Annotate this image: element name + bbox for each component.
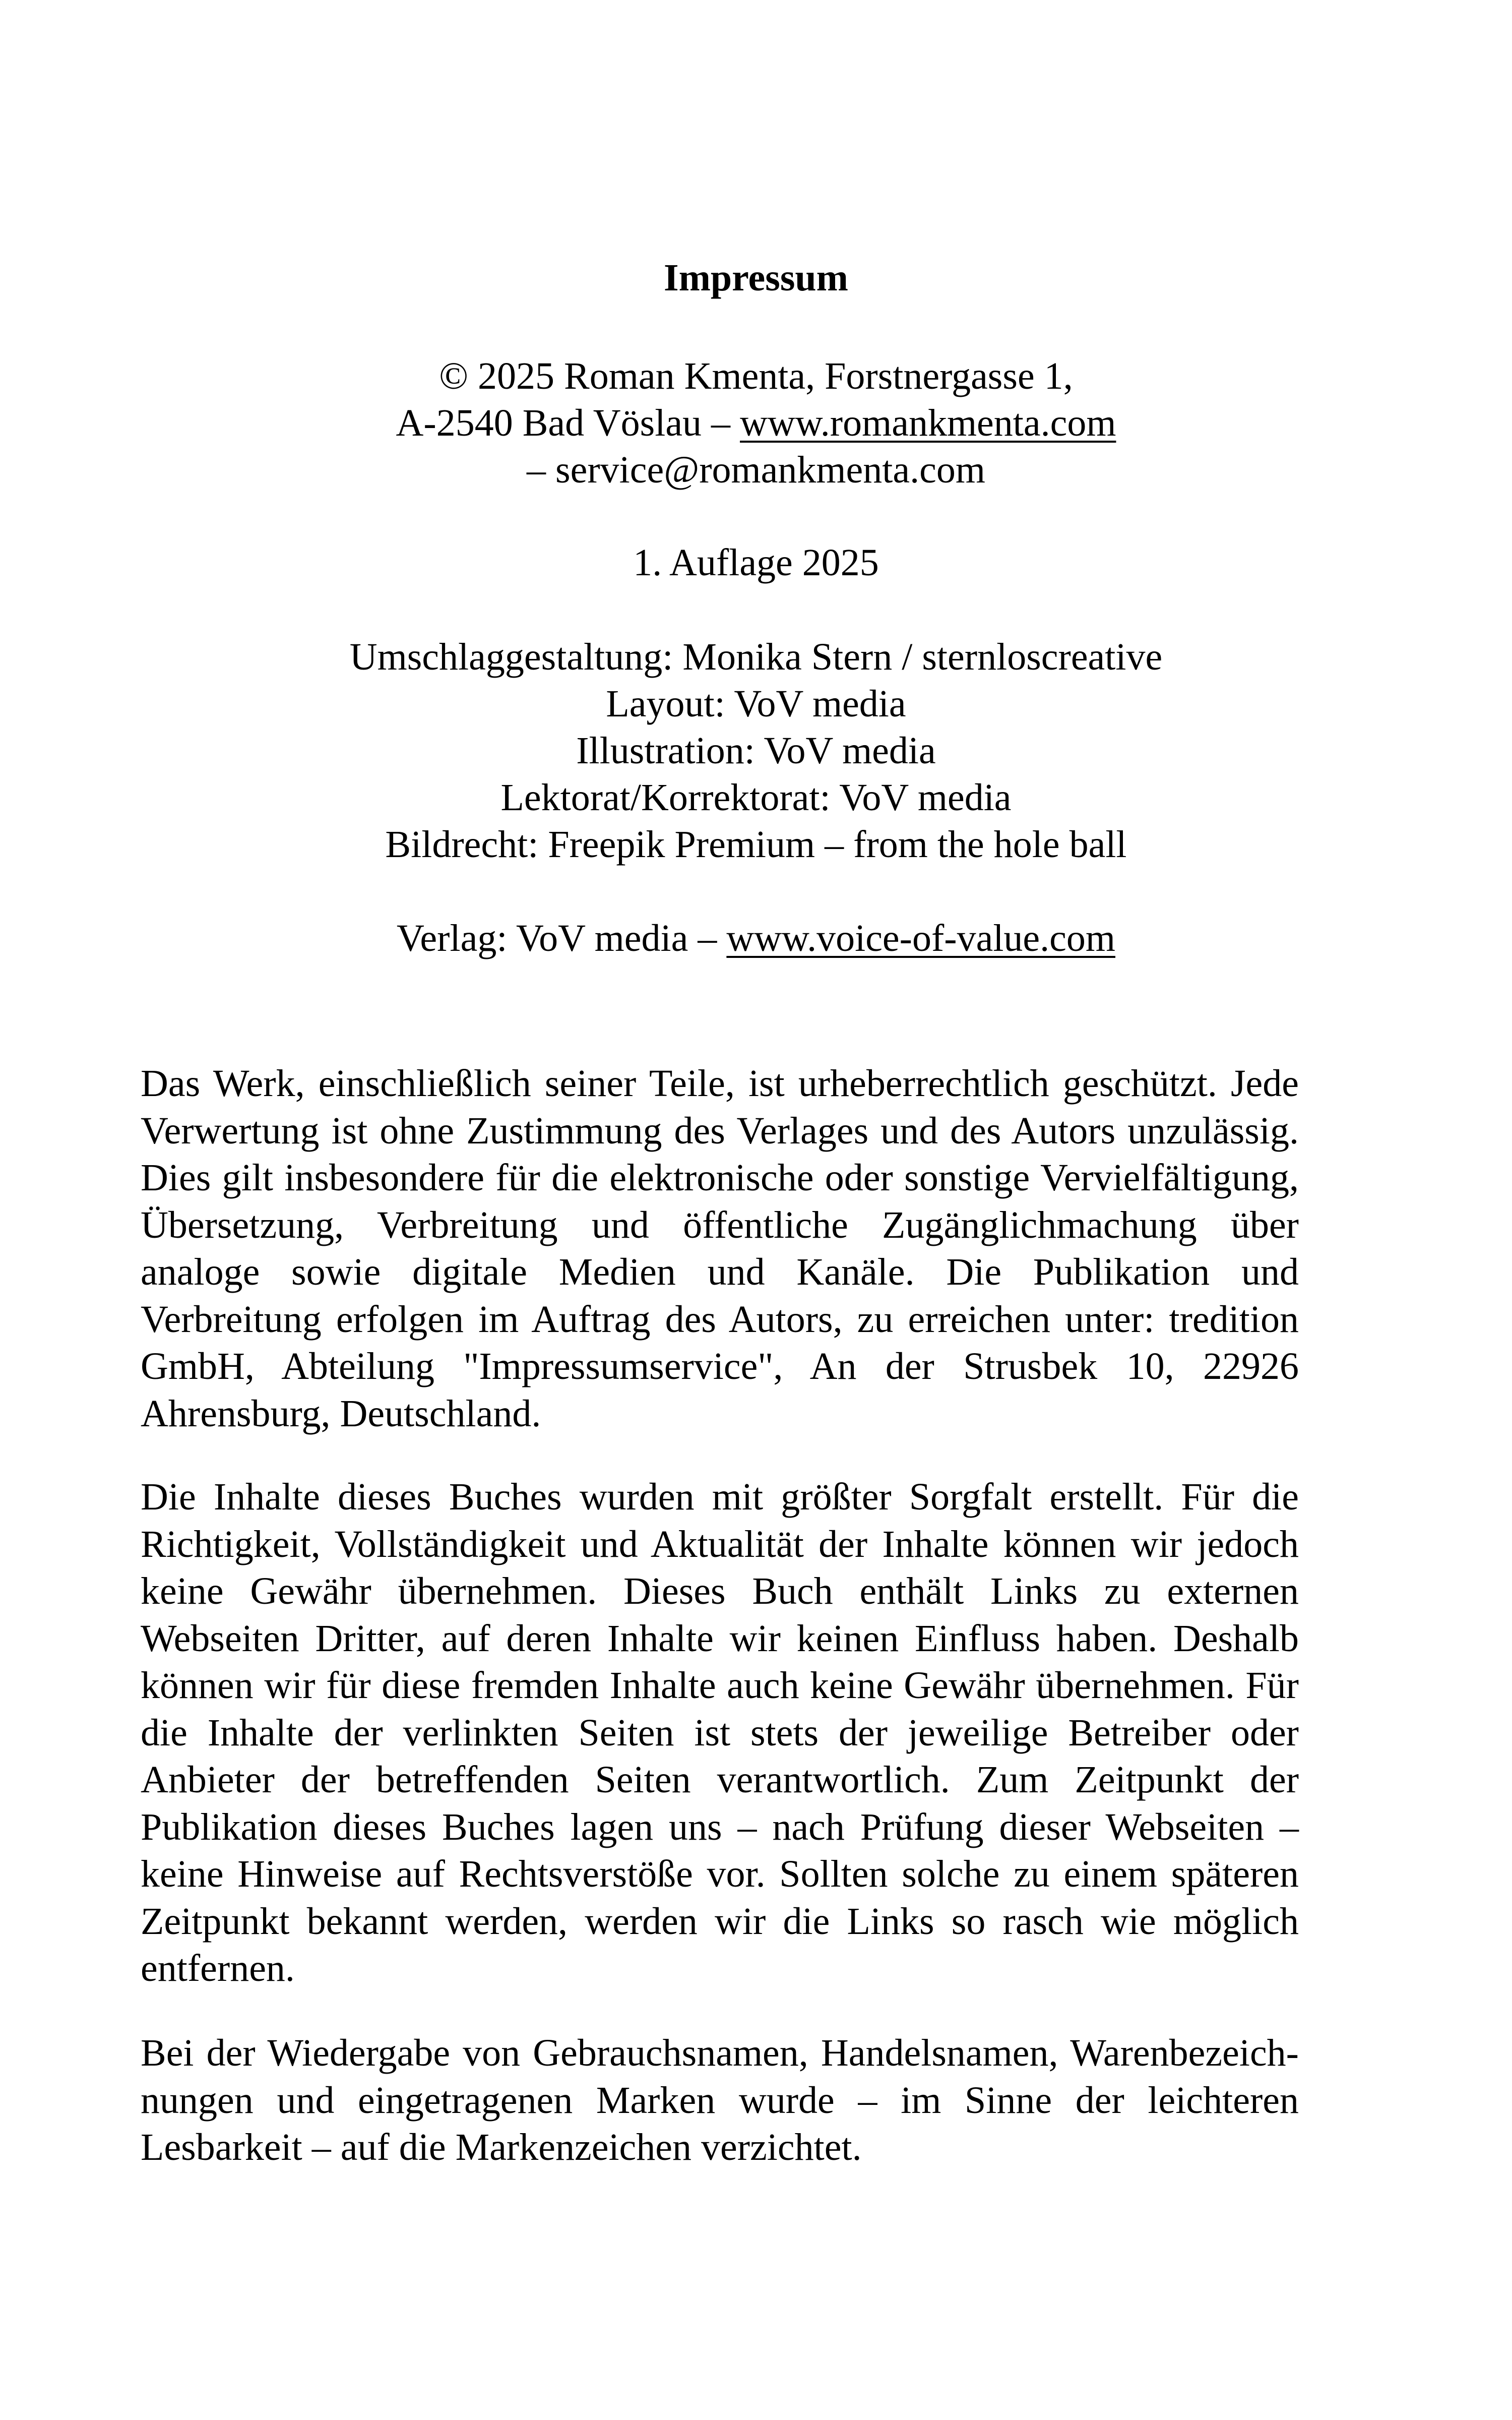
paragraph-line: Verwertung ist ohne Zustimmung des Verlages und des Autors unzulässig. [141, 1109, 1299, 1152]
edition-text: 1. Auflage 2025 [633, 541, 879, 584]
credits-block [0, 634, 1512, 868]
paragraph-line: nungen und eingetragenen Marken wurde – im Sinne der leichteren [141, 2079, 1299, 2122]
copyright-block [0, 353, 1512, 494]
paragraph-line: können wir für diese fremden Inhalte auch keine Gewähr übernehmen. Für [141, 1664, 1299, 1707]
paragraph-line: entfernen. [141, 1947, 295, 1989]
paragraph-line: die Inhalte der verlinkten Seiten ist stets der jeweilige Betreiber oder [141, 1711, 1299, 1754]
paragraph-line: Bei der Wiedergabe von Gebrauchsnamen, Handelsnamen, Warenbezeich- [141, 2032, 1299, 2074]
paragraph-line: Zeitpunkt bekannt werden, werden wir die Links so rasch wie möglich [141, 1900, 1299, 1943]
address-text: A-2540 Bad Vöslau – [396, 402, 740, 444]
credit-cover: Umschlaggestaltung: Monika Stern / sternloscreative [349, 636, 1163, 678]
disclaimer-paragraph [141, 1474, 1299, 1992]
publisher-text: Verlag: VoV media – [396, 917, 727, 959]
paragraph-line: Webseiten Dritter, auf deren Inhalte wir keinen Einfluss haben. Deshalb [141, 1617, 1299, 1660]
credit-layout: Layout: VoV media [606, 683, 906, 725]
credit-image-rights: Bildrecht: Freepik Premium – from the hole ball [385, 823, 1127, 866]
paragraph-line: GmbH, Abteilung "Impressumservice", An der Strusbek 10, 22926 [141, 1345, 1299, 1387]
paragraph-line: Publikation dieses Buches lagen uns – nach Prüfung dieser Webseiten – [141, 1805, 1299, 1848]
publisher-website-link[interactable]: www.voice-of-value.com [726, 917, 1116, 959]
paragraph-line: analoge sowie digitale Medien und Kanäle. Die Publikation und [141, 1251, 1299, 1293]
paragraph-line: Verbreitung erfolgen im Auftrag des Autors, zu erreichen unter: tredition [141, 1298, 1299, 1341]
page-title: Impressum [664, 257, 848, 299]
paragraph-line: Dies gilt insbesondere für die elektronische oder sonstige Vervielfältigung, [141, 1157, 1299, 1199]
paragraph-line: Übersetzung, Verbreitung und öffentliche Zugänglichmachung über [141, 1203, 1299, 1246]
publisher-line [0, 915, 1512, 962]
paragraph-line: Ahrensburg, Deutschland. [141, 1392, 541, 1435]
credit-editing: Lektorat/Korrektorat: VoV media [500, 776, 1012, 819]
author-website-link[interactable]: www.romankmenta.com [740, 402, 1116, 444]
credit-illustration: Illustration: VoV media [576, 730, 936, 772]
paragraph-line: Richtigkeit, Vollständigkeit und Aktualität der Inhalte können wir jedoch [141, 1523, 1299, 1565]
copyright-line-2 [0, 400, 1512, 447]
paragraph-line: Lesbarkeit – auf die Markenzeichen verzichtet. [141, 2126, 862, 2168]
copyright-notice-paragraph [141, 1060, 1299, 1437]
paragraph-line: keine Gewähr übernehmen. Dieses Buch enthält Links zu externen [141, 1570, 1299, 1612]
paragraph-line: keine Hinweise auf Rechtsverstöße vor. Sollten solche zu einem späteren [141, 1853, 1299, 1895]
paragraph-line: Das Werk, einschließlich seiner Teile, ist urheberrechtlich geschützt. Jede [141, 1062, 1299, 1105]
copyright-line-1: © 2025 Roman Kmenta, Forstnergasse 1, [439, 355, 1073, 397]
paragraph-line: Die Inhalte dieses Buches wurden mit größter Sorgfalt erstellt. Für die [141, 1476, 1299, 1518]
paragraph-line: Anbieter der betreffenden Seiten verantwortlich. Zum Zeitpunkt der [141, 1759, 1299, 1801]
trademark-paragraph [141, 2030, 1299, 2171]
copyright-line-3: – service@romankmenta.com [527, 449, 985, 491]
